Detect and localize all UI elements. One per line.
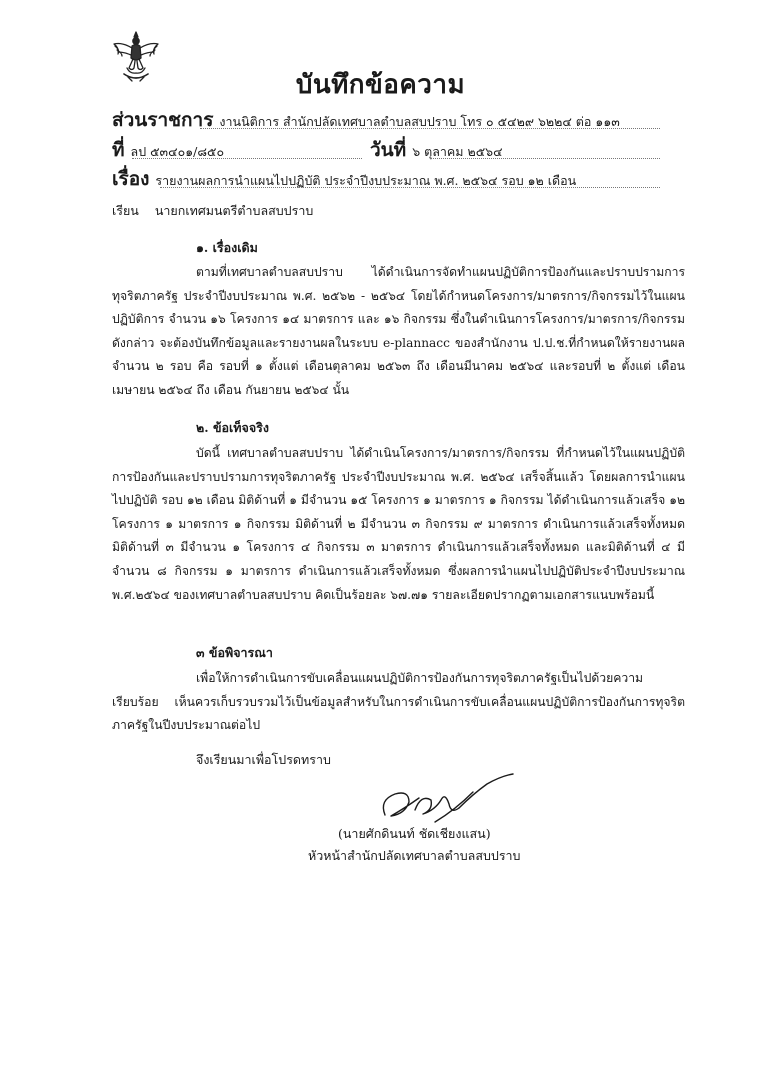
agency-value: งานนิติการ สำนักปลัดเทศบาลตำบลสบปราบ โทร ๐ ๕๔๒๙ ๖๒๒๔ ต่อ ๑๑๓	[219, 114, 620, 129]
recipient-field	[112, 201, 313, 221]
memo-title: บันทึกข้อความ	[295, 70, 466, 100]
reference-value: ลป ๕๓๔๐๑/๘๕๐	[130, 144, 225, 159]
section-body-text: เพื่อให้การดำเนินการขับเคลื่อนแผนปฏิบัติการป้องกันการทุจริตภาครัฐเป็นไปด้วยความเรียบร้อย เห็นควรเก็บรวบรวมไว้เป็นข้อมูลสำหรับในการดำเนินการขับเคลื่อนแผนปฏิบัติการป้องกันการทุจริตภาครัฐในปีงบประมาณต่อไป	[112, 671, 685, 733]
reference-field	[112, 135, 224, 165]
section-body-consideration	[112, 667, 685, 738]
date-label: วันที่	[370, 139, 407, 161]
subject-dotted-line	[160, 187, 660, 188]
agency-field	[112, 105, 620, 135]
handwritten-signature	[375, 770, 520, 830]
agency-dotted-line	[200, 128, 660, 129]
subject-field	[112, 164, 576, 194]
reference-label: ที่	[112, 139, 125, 161]
subject-label: เรื่อง	[112, 168, 150, 190]
section-body-background	[112, 261, 685, 403]
section-heading-consideration: ๓ ข้อพิจารณา	[196, 645, 273, 660]
date-value: ๖ ตุลาคม ๒๕๖๔	[412, 144, 503, 159]
recipient-value: นายกเทศมนตรีตำบลสบปราบ	[154, 203, 314, 218]
subject-value: รายงานผลการนำแผนไปปฏิบัติ ประจำปีงบประมาณ พ.ศ. ๒๕๖๔ รอบ ๑๒ เดือน	[155, 173, 577, 188]
section-body-text: บัดนี้ เทศบาลตำบลสบปราบ ได้ดำเนินโครงการ/มาตรการ/กิจกรรม ที่กำหนดไว้ในแผนปฏิบัติการป้องกันและปราบปรามการทุจริตภาครัฐ ประจำปีงบประมาณ พ.ศ. ๒๕๖๔ เสร็จสิ้นแล้ว โดยผลการนำแผน ไปปฏิบัติ รอบ ๑๒ เดือน มิติด้านที่ ๑ มีจำนวน ๑๕ โครงการ ๑ มาตรการ ๑ กิจกรรม ได้ดำเนินการแล้วเสร็จ ๑๒ โครงการ ๑ มาตรการ ๑ กิจกรรม มิติด้านที่ ๒ มีจำนวน ๓ กิจกรรม ๙ มาตรการ ดำเนินการแล้วเสร็จทั้งหมด มิติด้านที่ ๓ มีจำนวน ๑ โครงการ ๔ กิจกรรม ๓ มาตรการ ดำเนินการแล้วเสร็จทั้งหมด และมิติด้านที่ ๔ มีจำนวน ๘ กิจกรรม ๑ มาตรการ ดำเนินการแล้วเสร็จทั้งหมด ซึ่งผลการนำแผนไปปฏิบัติประจำปีงบประมาณ พ.ศ.๒๕๖๔ ของเทศบาลตำบลสบปราบ คิดเป็นร้อยละ ๖๗.๗๑ รายละเอียดปรากฏตามเอกสารแนบพร้อมนี้	[112, 446, 685, 602]
date-field	[370, 135, 503, 165]
section-body-facts	[112, 442, 685, 607]
signatory-name: (นายศักดินนท์ ชัดเชียงแสน)	[338, 826, 491, 841]
date-dotted-line	[430, 158, 660, 159]
signatory-position: หัวหน้าสำนักปลัดเทศบาลตำบลสบปราบ	[308, 848, 521, 863]
section-heading-facts: ๒. ข้อเท็จจริง	[196, 420, 269, 435]
agency-label: ส่วนราชการ	[112, 109, 214, 131]
closing-text: จึงเรียนมาเพื่อโปรดทราบ	[196, 752, 331, 767]
recipient-label: เรียน	[112, 203, 139, 218]
section-body-text: ตามที่เทศบาลตำบลสบปราบ ได้ดำเนินการจัดทำแผนปฏิบัติการป้องกันและปราบปรามการทุจริตภาครัฐ ประจำปีงบประมาณ พ.ศ. ๒๕๖๒ - ๒๕๖๔ โดยได้กำหนดโครงการ/มาตรการ/กิจกรรมไว้ในแผนปฏิบัติการ จำนวน ๑๖ โครงการ ๑๔ มาตรการ และ ๑๖ กิจกรรม ซึ่งในดำเนินการโครงการ/มาตรการ/กิจกรรมดังกล่าว จะต้องบันทึกข้อมูลและรายงานผลในระบบ e-plannacc ของสำนักงาน ป.ป.ช.ที่กำหนดให้รายงานผล จำนวน ๒ รอบ คือ รอบที่ ๑ ตั้งแต่ เดือนตุลาคม ๒๕๖๓ ถึง เดือนมีนาคม ๒๕๖๔ และรอบที่ ๒ ตั้งแต่ เดือน เมษายน ๒๕๖๔ ถึง เดือน กันยายน ๒๕๖๔ นั้น	[112, 265, 685, 397]
reference-dotted-line	[132, 158, 362, 159]
section-heading-background: ๑. เรื่องเดิม	[196, 240, 258, 255]
